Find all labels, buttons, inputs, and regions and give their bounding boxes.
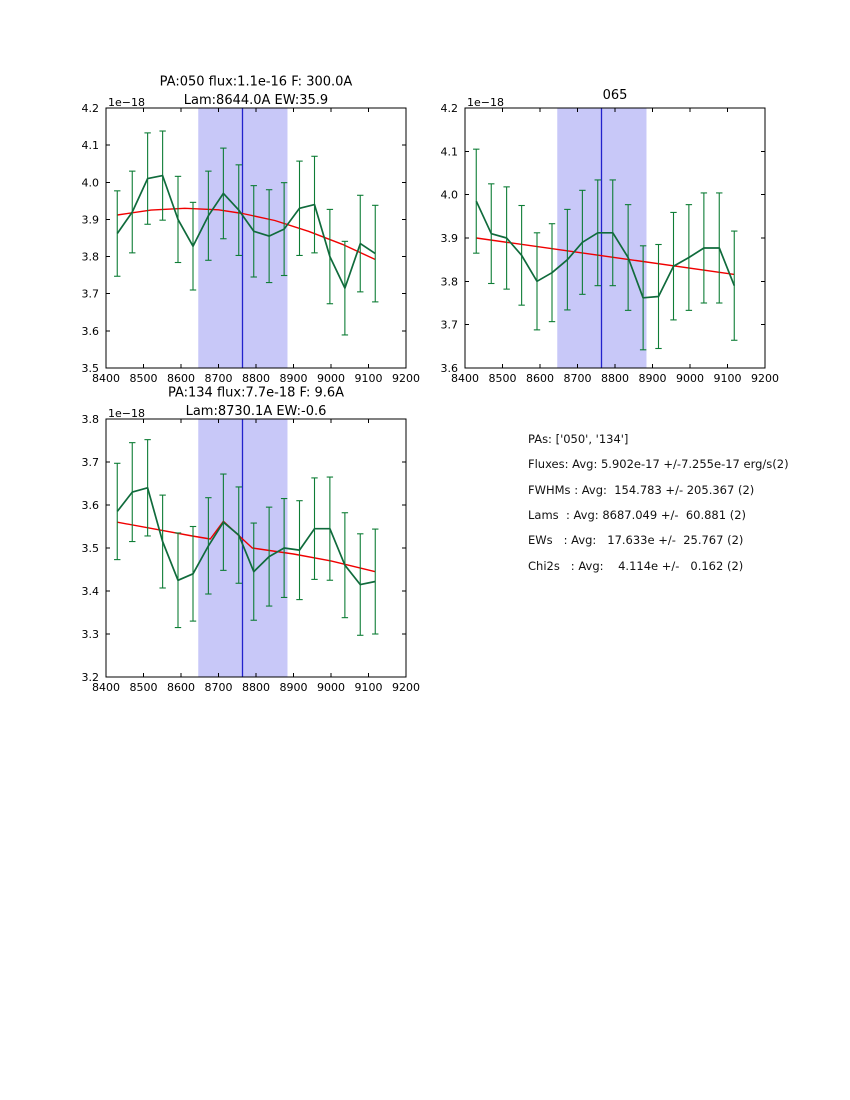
y-tick-label: 3.7 [81, 456, 99, 469]
chart-title-line: 065 [602, 88, 628, 103]
y-tick-label: 3.7 [440, 318, 458, 332]
x-tick-label: 8900 [279, 372, 308, 385]
y-tick-label: 3.3 [81, 628, 99, 641]
x-tick-label: 8800 [242, 372, 270, 385]
y-tick-label: 3.6 [81, 324, 99, 338]
x-tick-label: 8600 [167, 681, 195, 694]
x-tick-label: 8600 [167, 372, 195, 385]
x-tick-label: 8800 [601, 372, 629, 385]
y-tick-label: 3.2 [81, 671, 99, 684]
x-tick-label: 9100 [354, 372, 383, 385]
x-tick-label: 9100 [354, 681, 383, 694]
x-tick-label: 8800 [242, 681, 270, 694]
x-tick-label: 8400 [451, 372, 479, 385]
y-tick-label: 4.0 [81, 176, 99, 190]
y-tick-label: 3.5 [81, 542, 99, 555]
x-tick-label: 8600 [526, 372, 554, 385]
x-tick-label: 8700 [563, 372, 592, 385]
chart-title-line: Lam:8730.1A EW:-0.6 [185, 404, 327, 419]
stats-line-chi2s: Chi2s : Avg: 4.114e +/- 0.162 (2) [528, 559, 744, 573]
y-tick-label: 3.8 [81, 250, 99, 264]
x-tick-label: 8700 [204, 372, 233, 385]
stats-line-ews: EWs : Avg: 17.633e +/- 25.767 (2) [528, 533, 744, 547]
chart-065 [407, 62, 789, 400]
stats-line-fwhms: FWHMs : Avg: 154.783 +/- 205.367 (2) [528, 483, 755, 497]
y-tick-label: 4.0 [440, 188, 458, 202]
x-tick-label: 8900 [638, 372, 667, 385]
y-tick-label: 3.4 [81, 585, 99, 598]
x-tick-label: 8400 [92, 372, 120, 385]
axis-offset-label: 1e−18 [108, 96, 145, 109]
x-tick-label: 9200 [392, 681, 420, 694]
x-tick-label: 8400 [92, 681, 120, 694]
y-tick-label: 3.8 [81, 413, 99, 426]
axis-offset-label: 1e−18 [108, 407, 145, 420]
stats-line-fluxes: Fluxes: Avg: 5.902e-17 +/-7.255e-17 erg/s(2) [528, 457, 789, 471]
y-tick-label: 3.6 [81, 499, 99, 512]
y-tick-label: 4.2 [81, 102, 99, 115]
x-tick-label: 8500 [488, 372, 517, 385]
x-tick-label: 9000 [317, 372, 345, 385]
y-tick-label: 4.2 [440, 102, 458, 115]
chart-pa134 [48, 373, 430, 709]
x-tick-label: 8500 [129, 681, 158, 694]
y-tick-label: 3.6 [440, 362, 458, 375]
chart-pa050 [48, 62, 430, 400]
chart-title-line: PA:050 flux:1.1e-16 F: 300.0A [159, 74, 353, 90]
axis-offset-label: 1e−18 [467, 96, 504, 109]
chart-title-line: Lam:8644.0A EW:35.9 [183, 93, 329, 108]
stats-line-pas: PAs: ['050', '134'] [528, 432, 629, 446]
x-tick-label: 9200 [392, 372, 420, 385]
x-tick-label: 9100 [713, 372, 742, 385]
y-tick-label: 4.1 [81, 139, 99, 153]
x-tick-label: 9000 [676, 372, 704, 385]
y-tick-label: 3.5 [81, 362, 99, 375]
x-tick-label: 8500 [129, 372, 158, 385]
y-tick-label: 3.9 [440, 232, 458, 245]
chart-title-line: PA:134 flux:7.7e-18 F: 9.6A [167, 385, 345, 401]
y-tick-label: 3.8 [440, 275, 458, 289]
x-tick-label: 9000 [317, 681, 345, 694]
x-tick-label: 8700 [204, 681, 233, 694]
y-tick-label: 3.7 [81, 287, 99, 301]
y-tick-label: 4.1 [440, 145, 458, 159]
x-tick-label: 9200 [751, 372, 779, 385]
x-tick-label: 8900 [279, 681, 308, 694]
y-tick-label: 3.9 [81, 213, 99, 227]
stats-line-lams: Lams : Avg: 8687.049 +/- 60.881 (2) [528, 508, 747, 522]
